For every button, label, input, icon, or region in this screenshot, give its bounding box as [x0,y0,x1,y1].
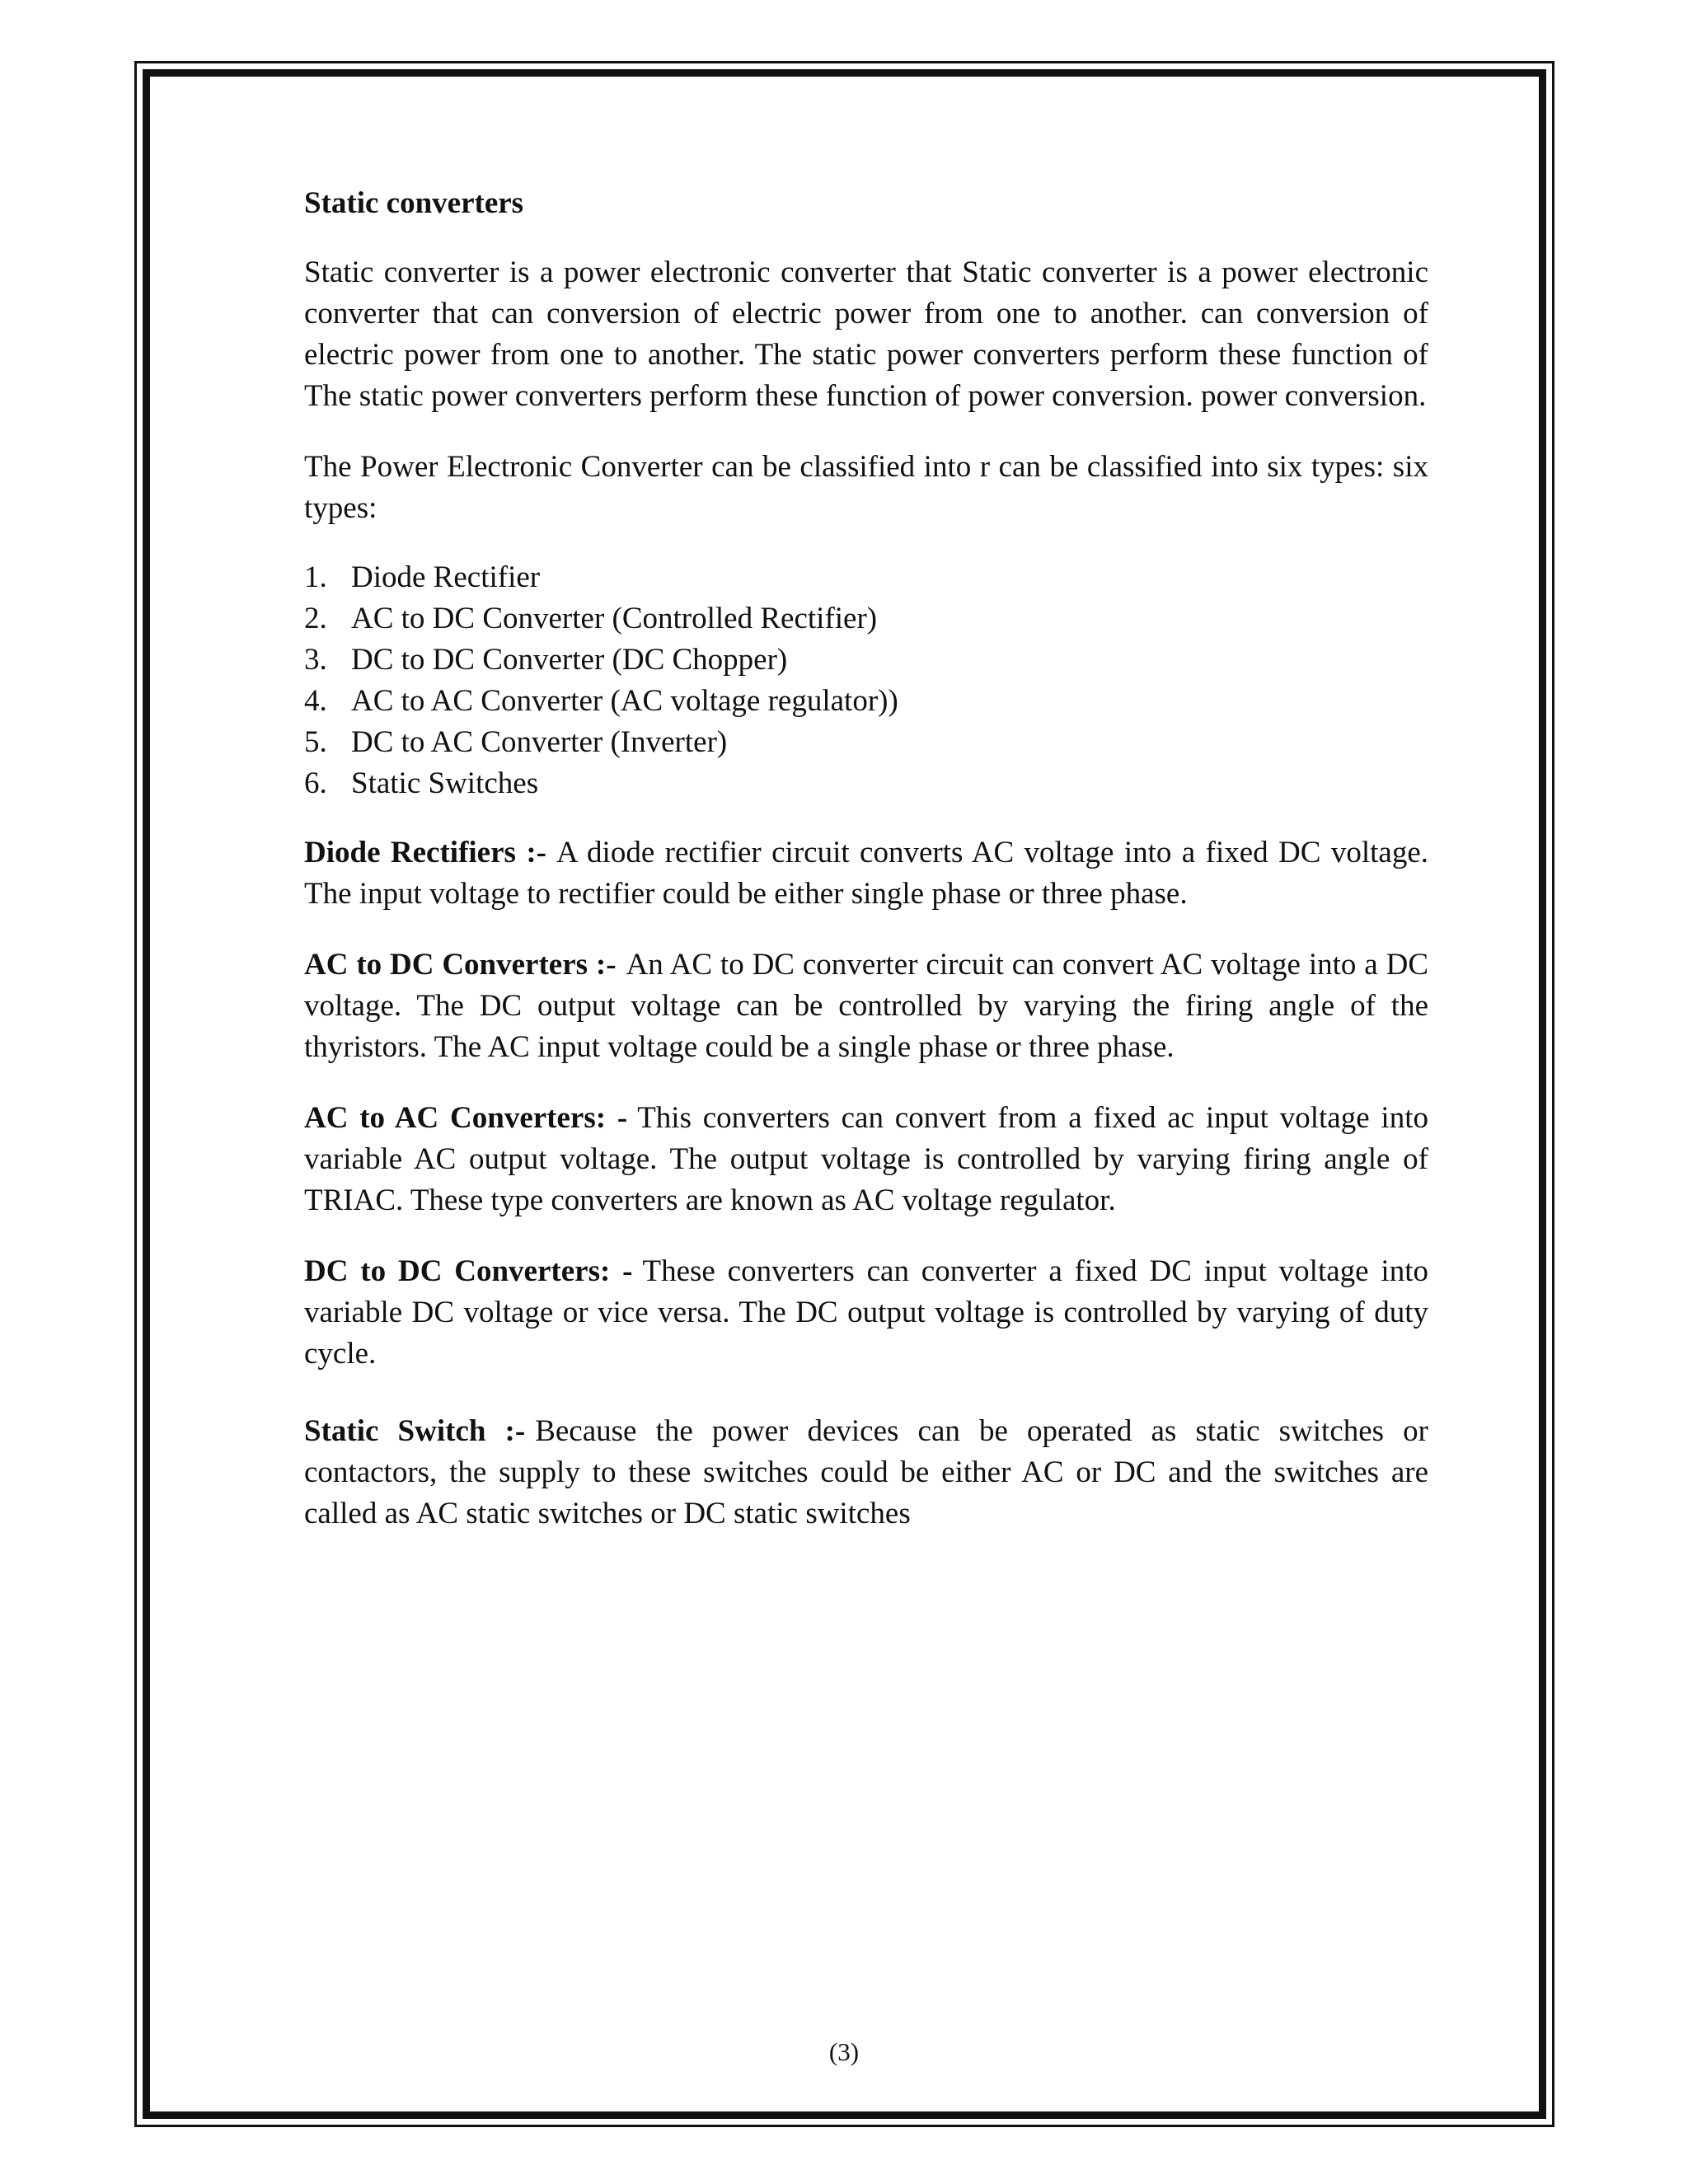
list-item-number: 4. [304,684,327,718]
classification-paragraph: The Power Electronic Converter can be classified into r can be classified into six types: six types: [304,450,1428,525]
definition-dc-to-dc [304,1251,1428,1375]
definition-text: A diode rectifier circuit converts AC voltage into a fixed DC voltage. The input voltage to rectifier could be either single phase or three phase. [304,836,1429,911]
definition-ac-to-dc [304,944,1428,1068]
section-heading: Static converters [304,186,524,220]
list-item-text: DC to AC Converter (Inverter) [351,725,728,759]
definition-text: This converters can convert from a fixed ac input voltage into variable AC output voltage. The output voltage is controlled by varying firing angle of TRIAC. These type converters are known as AC voltage regulator. [304,1101,1428,1217]
definition-term: DC to DC Converters: - [304,1254,633,1288]
list-item-number: 5. [304,725,327,759]
list-item-number: 6. [304,766,327,800]
definition-term: AC to AC Converters: - [304,1101,628,1135]
converter-types-list [304,557,1428,804]
list-item-number: 1. [304,560,327,594]
definition-text: Because the power devices can be operated as static switches or contactors, the supply to these switches could be either AC or DC and the switches are called as AC static switches or DC static switches [304,1414,1428,1530]
list-item-number: 2. [304,602,327,635]
definition-term: Static Switch :- [304,1414,526,1448]
list-item-number: 3. [304,643,327,677]
list-item-text: AC to AC Converter (AC voltage regulator)) [351,684,898,718]
list-item [304,557,1428,598]
definition-static-switch [304,1411,1428,1535]
definition-text: An AC to DC converter circuit can convert AC voltage into a DC voltage. The DC output voltage can be controlled by varying the firing angle of the thyristors. The AC input voltage could be a single phase or three phase. [304,948,1428,1064]
definition-diode-rectifiers [304,832,1428,915]
intro-paragraph: Static converter is a power electronic converter that Static converter is a power electronic converter that can conversion of electric power from one to another. can conversion of electric power from one to another. The static power converters perform these function of The static power converters perform these function of power conversion. power conversion. [304,255,1428,413]
list-item-text: Static Switches [351,766,539,800]
list-item [304,722,1428,763]
definition-term: AC to DC Converters :- [304,948,617,982]
list-item-text: Diode Rectifier [351,560,541,594]
list-item-text: DC to DC Converter (DC Chopper) [351,643,788,677]
page-content [304,183,1428,1564]
definition-ac-to-ac [304,1098,1428,1221]
definition-term: Diode Rectifiers :- [304,836,546,869]
list-item [304,640,1428,681]
list-item [304,598,1428,640]
definition-text: These converters can converter a fixed DC input voltage into variable DC voltage or vice versa. The DC output voltage is controlled by varying of duty cycle. [304,1254,1428,1371]
list-item-text: AC to DC Converter (Controlled Rectifier) [351,602,878,635]
list-item [304,681,1428,722]
page-number: (3) [828,2037,860,2066]
list-item [304,763,1428,804]
